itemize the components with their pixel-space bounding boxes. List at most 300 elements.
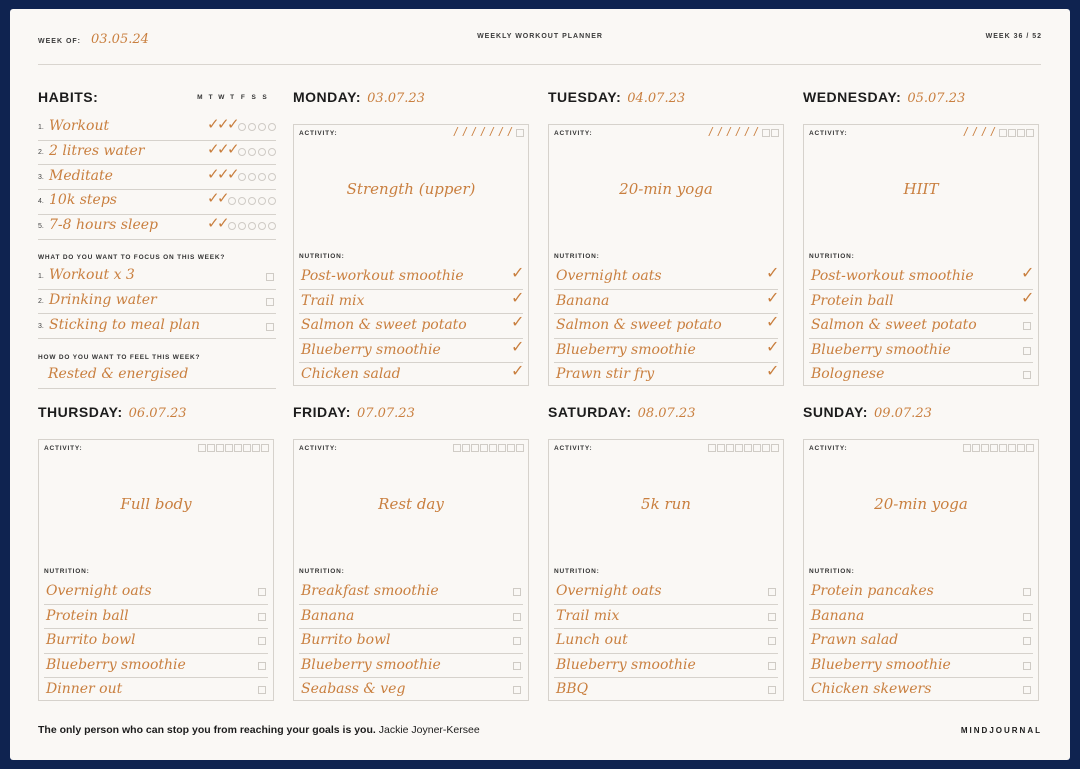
water-glass-checkbox[interactable] <box>480 129 488 137</box>
habit-day-checkbox[interactable] <box>208 197 216 205</box>
focus-checkbox[interactable] <box>266 323 274 331</box>
focus-row <box>38 290 276 315</box>
day-heading <box>548 89 685 106</box>
activity-text[interactable]: HIIT <box>903 180 939 198</box>
water-glass-checkbox[interactable] <box>507 129 515 137</box>
water-glass-checkbox[interactable] <box>963 444 971 452</box>
water-glass-checkbox[interactable] <box>1008 444 1016 452</box>
meal-row <box>809 314 1033 339</box>
meal-row <box>809 339 1033 364</box>
feel-answer: Rested & energised <box>48 366 189 382</box>
habit-tracker <box>208 148 276 156</box>
meal-text[interactable]: Banana <box>556 292 610 309</box>
habit-tracker <box>208 173 276 181</box>
activity-label: ACTIVITY: <box>554 445 593 452</box>
water-glass-checkbox[interactable] <box>1008 129 1016 137</box>
water-glass-checkbox[interactable] <box>708 129 716 137</box>
meal-text[interactable]: Blueberry smoothie <box>811 341 951 358</box>
meal-row <box>44 580 268 605</box>
activity-text[interactable]: Full body <box>120 495 192 513</box>
nutrition-label: NUTRITION: <box>554 253 600 260</box>
water-glass-checkbox[interactable] <box>972 444 980 452</box>
water-tracker <box>708 444 779 452</box>
day-date: 08.07.23 <box>637 406 696 421</box>
meal-checkbox[interactable] <box>513 273 521 281</box>
meal-checkbox[interactable] <box>1023 686 1031 694</box>
meal-checkbox[interactable] <box>768 273 776 281</box>
day-name: TUESDAY: <box>548 89 622 105</box>
water-glass-checkbox[interactable] <box>198 444 206 452</box>
meal-checkbox[interactable] <box>1023 298 1031 306</box>
meal-row <box>554 654 778 679</box>
activity-text[interactable]: 20-min yoga <box>619 180 713 198</box>
habit-label: 10k steps <box>49 192 117 209</box>
meal-checkbox[interactable] <box>768 662 776 670</box>
day-name: SUNDAY: <box>803 404 868 420</box>
meal-text[interactable]: Seabass & veg <box>301 681 406 698</box>
meal-text[interactable]: Burrito bowl <box>46 632 136 649</box>
water-glass-checkbox[interactable] <box>1017 444 1025 452</box>
water-glass-checkbox[interactable] <box>516 129 524 137</box>
meal-text[interactable]: Overnight oats <box>556 583 662 599</box>
meal-row <box>299 580 523 605</box>
habit-day-checkbox[interactable] <box>258 123 266 131</box>
meal-text[interactable]: Dinner out <box>46 681 123 698</box>
meal-text[interactable]: Blueberry smoothie <box>301 341 441 358</box>
header-divider <box>38 64 1041 65</box>
habit-day-checkbox[interactable] <box>268 148 276 156</box>
week-of-value: 03.05.24 <box>91 32 149 47</box>
activity-label: ACTIVITY: <box>44 445 83 452</box>
activity-text[interactable]: Strength (upper) <box>346 180 476 198</box>
water-glass-checkbox[interactable] <box>243 444 251 452</box>
habit-day-checkbox[interactable] <box>228 123 236 131</box>
water-glass-checkbox[interactable] <box>498 444 506 452</box>
feel-question: HOW DO YOU WANT TO FEEL THIS WEEK? <box>38 354 201 361</box>
water-glass-checkbox[interactable] <box>963 129 971 137</box>
water-glass-checkbox[interactable] <box>753 129 761 137</box>
day-name: MONDAY: <box>293 89 362 105</box>
focus-number: 2. <box>38 297 44 305</box>
meal-checkbox[interactable] <box>258 588 266 596</box>
water-glass-checkbox[interactable] <box>744 444 752 452</box>
water-glass-checkbox[interactable] <box>735 444 743 452</box>
habit-day-checkbox[interactable] <box>268 123 276 131</box>
habit-day-letters <box>196 94 268 101</box>
habit-number: 3. <box>38 173 44 181</box>
habit-day-checkbox[interactable] <box>268 173 276 181</box>
focus-number: 3. <box>38 322 44 330</box>
meal-checkbox[interactable] <box>768 298 776 306</box>
habit-day-checkbox[interactable] <box>258 173 266 181</box>
meal-row <box>299 654 523 679</box>
day-name: FRIDAY: <box>293 404 351 420</box>
habit-number: 4. <box>38 198 44 206</box>
habit-day-checkbox[interactable] <box>248 173 256 181</box>
activity-label: ACTIVITY: <box>299 445 338 452</box>
meal-checkbox[interactable] <box>258 686 266 694</box>
water-glass-checkbox[interactable] <box>753 444 761 452</box>
meal-checkbox[interactable] <box>768 371 776 379</box>
quote-text: The only person who can stop you from reaching your goals is you. <box>38 724 376 736</box>
meal-row <box>809 363 1033 388</box>
meal-text[interactable]: Protein ball <box>811 292 894 309</box>
meal-row <box>299 363 523 388</box>
water-glass-checkbox[interactable] <box>771 129 779 137</box>
meal-checkbox[interactable] <box>513 662 521 670</box>
day-box <box>803 439 1039 701</box>
water-glass-checkbox[interactable] <box>207 444 215 452</box>
meal-row <box>554 580 778 605</box>
water-glass-checkbox[interactable] <box>453 129 461 137</box>
habit-day-checkbox[interactable] <box>248 197 256 205</box>
nutrition-list <box>299 580 523 703</box>
meal-row <box>44 678 268 703</box>
meal-text[interactable]: Bolognese <box>811 366 885 383</box>
focus-label: Sticking to meal plan <box>49 316 201 333</box>
water-glass-checkbox[interactable] <box>762 444 770 452</box>
habits-title: HABITS: <box>38 89 99 105</box>
meal-row <box>809 629 1033 654</box>
meal-text[interactable]: Post-workout smoothie <box>301 268 464 284</box>
water-glass-checkbox[interactable] <box>1017 129 1025 137</box>
water-glass-checkbox[interactable] <box>717 129 725 137</box>
water-glass-checkbox[interactable] <box>981 444 989 452</box>
meal-row <box>299 339 523 364</box>
habit-day-checkbox[interactable] <box>228 148 236 156</box>
habit-row <box>38 116 276 141</box>
meal-text[interactable]: Banana <box>301 607 355 624</box>
habit-day-checkbox[interactable] <box>258 222 266 230</box>
meal-checkbox[interactable] <box>513 588 521 596</box>
day-heading <box>803 404 932 421</box>
meal-checkbox[interactable] <box>1023 662 1031 670</box>
day-heading <box>803 89 965 106</box>
water-glass-checkbox[interactable] <box>1026 444 1034 452</box>
meal-row <box>554 290 778 315</box>
water-glass-checkbox[interactable] <box>498 129 506 137</box>
water-glass-checkbox[interactable] <box>261 444 269 452</box>
day-date: 05.07.23 <box>907 91 966 106</box>
habit-day-checkbox[interactable] <box>238 123 246 131</box>
water-glass-checkbox[interactable] <box>462 444 470 452</box>
meal-text[interactable]: Chicken skewers <box>811 681 932 698</box>
water-glass-checkbox[interactable] <box>990 129 998 137</box>
meal-checkbox[interactable] <box>513 298 521 306</box>
day-heading <box>293 89 425 106</box>
meal-checkbox[interactable] <box>513 371 521 379</box>
water-glass-checkbox[interactable] <box>252 444 260 452</box>
habit-number: 5. <box>38 223 44 231</box>
meal-text[interactable]: Blueberry smoothie <box>556 341 696 358</box>
nutrition-list <box>809 265 1033 388</box>
habit-day-checkbox[interactable] <box>238 173 246 181</box>
meal-row <box>554 605 778 630</box>
water-glass-checkbox[interactable] <box>216 444 224 452</box>
meal-checkbox[interactable] <box>768 686 776 694</box>
water-glass-checkbox[interactable] <box>744 129 752 137</box>
meal-text[interactable]: Blueberry smoothie <box>301 656 441 673</box>
day-box <box>548 124 784 386</box>
nutrition-label: NUTRITION: <box>809 253 855 260</box>
habit-day-checkbox[interactable] <box>268 222 276 230</box>
water-glass-checkbox[interactable] <box>489 129 497 137</box>
meal-text[interactable]: Chicken salad <box>301 366 401 383</box>
day-name: THURSDAY: <box>38 404 123 420</box>
activity-text[interactable]: 20-min yoga <box>874 495 968 513</box>
nutrition-list <box>554 265 778 388</box>
meal-row <box>554 314 778 339</box>
meal-text[interactable]: Protein ball <box>46 607 129 624</box>
meal-row <box>554 629 778 654</box>
habit-day-checkbox[interactable] <box>268 197 276 205</box>
meal-checkbox[interactable] <box>1023 322 1031 330</box>
habit-tracker <box>208 123 276 131</box>
meal-text[interactable]: Prawn stir fry <box>556 366 655 383</box>
meal-text[interactable]: Blueberry smoothie <box>811 656 951 673</box>
meal-text[interactable]: BBQ <box>556 681 589 698</box>
meal-checkbox[interactable] <box>513 637 521 645</box>
meal-text[interactable]: Burrito bowl <box>301 632 391 649</box>
water-glass-checkbox[interactable] <box>726 129 734 137</box>
meal-text[interactable]: Prawn salad <box>811 632 899 649</box>
water-tracker <box>963 444 1034 452</box>
activity-label: ACTIVITY: <box>809 130 848 137</box>
planner-page <box>10 9 1070 760</box>
day-box <box>293 439 529 701</box>
habit-day-checkbox[interactable] <box>248 123 256 131</box>
week-count: WEEK 36 / 52 <box>985 33 1042 40</box>
focus-checkbox[interactable] <box>266 273 274 281</box>
water-glass-checkbox[interactable] <box>225 444 233 452</box>
water-glass-checkbox[interactable] <box>981 129 989 137</box>
water-glass-checkbox[interactable] <box>999 444 1007 452</box>
habit-row <box>38 215 276 240</box>
meal-checkbox[interactable] <box>768 637 776 645</box>
meal-checkbox[interactable] <box>768 322 776 330</box>
meal-checkbox[interactable] <box>768 613 776 621</box>
meal-checkbox[interactable] <box>768 588 776 596</box>
day-box <box>548 439 784 701</box>
focus-label: Workout x 3 <box>49 267 135 283</box>
meal-row <box>809 654 1033 679</box>
meal-checkbox[interactable] <box>1023 371 1031 379</box>
brand-logo: MINDJOURNAL <box>960 726 1042 735</box>
habit-number: 1. <box>38 124 44 131</box>
nutrition-list <box>44 580 268 703</box>
nutrition-label: NUTRITION: <box>44 568 90 575</box>
water-glass-checkbox[interactable] <box>735 129 743 137</box>
week-of-label: WEEK OF: <box>38 38 81 45</box>
meal-row <box>299 605 523 630</box>
activity-text[interactable]: Rest day <box>378 495 444 513</box>
meal-row <box>809 605 1033 630</box>
meal-row <box>299 314 523 339</box>
meal-text[interactable]: Breakfast smoothie <box>301 583 439 599</box>
water-glass-checkbox[interactable] <box>708 444 716 452</box>
day-heading <box>293 404 415 421</box>
meal-text[interactable]: Blueberry smoothie <box>556 656 696 673</box>
water-glass-checkbox[interactable] <box>516 444 524 452</box>
water-glass-checkbox[interactable] <box>471 129 479 137</box>
focus-question: WHAT DO YOU WANT TO FOCUS ON THIS WEEK? <box>38 254 226 261</box>
day-date: 07.07.23 <box>356 406 415 421</box>
focus-row <box>38 265 276 290</box>
meal-checkbox[interactable] <box>1023 588 1031 596</box>
activity-label: ACTIVITY: <box>299 130 338 137</box>
water-glass-checkbox[interactable] <box>489 444 497 452</box>
water-glass-checkbox[interactable] <box>762 129 770 137</box>
meal-row <box>809 265 1033 290</box>
meal-checkbox[interactable] <box>768 347 776 355</box>
habit-row <box>38 166 276 191</box>
meal-text[interactable]: Banana <box>811 607 865 624</box>
meal-text[interactable]: Trail mix <box>301 292 365 309</box>
page-title: WEEKLY WORKOUT PLANNER <box>477 33 603 40</box>
activity-label: ACTIVITY: <box>554 130 593 137</box>
day-date: 04.07.23 <box>627 91 686 106</box>
meal-checkbox[interactable] <box>513 686 521 694</box>
day-letter: S <box>251 94 256 101</box>
day-letter: F <box>240 94 245 101</box>
meal-checkbox[interactable] <box>258 637 266 645</box>
meal-text[interactable]: Post-workout smoothie <box>811 268 974 284</box>
habit-day-checkbox[interactable] <box>238 222 246 230</box>
nutrition-list <box>299 265 523 388</box>
meal-checkbox[interactable] <box>1023 613 1031 621</box>
meal-text[interactable]: Salmon & sweet potato <box>556 317 722 334</box>
nutrition-list <box>554 580 778 703</box>
meal-checkbox[interactable] <box>513 322 521 330</box>
day-name: SATURDAY: <box>548 404 632 420</box>
meal-row <box>809 678 1033 703</box>
meal-text[interactable]: Blueberry smoothie <box>46 656 186 673</box>
habit-day-checkbox[interactable] <box>218 222 226 230</box>
habit-day-checkbox[interactable] <box>228 173 236 181</box>
water-glass-checkbox[interactable] <box>726 444 734 452</box>
habit-label: Meditate <box>49 167 113 184</box>
quote-author: Jackie Joyner-Kersee <box>378 724 480 736</box>
water-glass-checkbox[interactable] <box>234 444 242 452</box>
habit-day-checkbox[interactable] <box>258 197 266 205</box>
focus-number: 1. <box>38 273 44 280</box>
day-heading <box>38 404 187 421</box>
water-tracker <box>708 129 779 137</box>
water-tracker <box>453 129 524 137</box>
feel-answer-row[interactable] <box>38 364 276 389</box>
activity-text[interactable]: 5k run <box>641 495 691 513</box>
meal-row <box>44 629 268 654</box>
water-glass-checkbox[interactable] <box>990 444 998 452</box>
meal-row <box>554 678 778 703</box>
meal-checkbox[interactable] <box>1023 347 1031 355</box>
habit-day-checkbox[interactable] <box>208 123 216 131</box>
day-letter: W <box>218 94 225 101</box>
meal-row <box>554 265 778 290</box>
nutrition-label: NUTRITION: <box>809 568 855 575</box>
habit-day-checkbox[interactable] <box>208 173 216 181</box>
meal-text[interactable]: Protein pancakes <box>811 583 934 599</box>
habit-tracker <box>208 197 276 205</box>
focus-label: Drinking water <box>49 291 157 308</box>
water-glass-checkbox[interactable] <box>471 444 479 452</box>
habit-day-checkbox[interactable] <box>208 222 216 230</box>
meal-checkbox[interactable] <box>513 613 521 621</box>
meal-text[interactable]: Overnight oats <box>556 268 662 284</box>
meal-checkbox[interactable] <box>1023 637 1031 645</box>
water-tracker <box>963 129 1034 137</box>
habit-row <box>38 141 276 166</box>
water-glass-checkbox[interactable] <box>771 444 779 452</box>
water-glass-checkbox[interactable] <box>507 444 515 452</box>
meal-text[interactable]: Salmon & sweet potato <box>301 317 467 334</box>
water-glass-checkbox[interactable] <box>717 444 725 452</box>
meal-row <box>299 265 523 290</box>
habit-day-checkbox[interactable] <box>218 123 226 131</box>
meal-row <box>554 363 778 388</box>
habit-day-checkbox[interactable] <box>218 173 226 181</box>
day-date: 03.07.23 <box>367 91 425 106</box>
meal-checkbox[interactable] <box>258 662 266 670</box>
nutrition-label: NUTRITION: <box>299 568 345 575</box>
day-date: 06.07.23 <box>128 406 187 421</box>
nutrition-label: NUTRITION: <box>554 568 600 575</box>
meal-row <box>809 580 1033 605</box>
water-glass-checkbox[interactable] <box>480 444 488 452</box>
habit-day-checkbox[interactable] <box>248 222 256 230</box>
meal-text[interactable]: Overnight oats <box>46 583 152 599</box>
day-letter: S <box>262 94 267 101</box>
water-glass-checkbox[interactable] <box>453 444 461 452</box>
meal-text[interactable]: Trail mix <box>556 607 620 624</box>
meal-checkbox[interactable] <box>1023 273 1031 281</box>
habit-day-checkbox[interactable] <box>238 148 246 156</box>
habit-number: 2. <box>38 148 44 156</box>
nutrition-list <box>809 580 1033 703</box>
footer-quote <box>38 724 480 736</box>
habit-day-checkbox[interactable] <box>218 148 226 156</box>
meal-checkbox[interactable] <box>258 613 266 621</box>
day-box <box>803 124 1039 386</box>
meal-text[interactable]: Lunch out <box>556 632 628 649</box>
nutrition-label: NUTRITION: <box>299 253 345 260</box>
habit-day-checkbox[interactable] <box>218 197 226 205</box>
activity-label: ACTIVITY: <box>809 445 848 452</box>
water-tracker <box>198 444 269 452</box>
habit-day-checkbox[interactable] <box>228 222 236 230</box>
water-glass-checkbox[interactable] <box>462 129 470 137</box>
meal-row <box>44 605 268 630</box>
meal-row <box>44 654 268 679</box>
day-box <box>38 439 274 701</box>
habit-day-checkbox[interactable] <box>228 197 236 205</box>
habit-day-checkbox[interactable] <box>208 148 216 156</box>
habit-day-checkbox[interactable] <box>238 197 246 205</box>
habit-row <box>38 190 276 215</box>
water-glass-checkbox[interactable] <box>999 129 1007 137</box>
water-glass-checkbox[interactable] <box>972 129 980 137</box>
water-glass-checkbox[interactable] <box>1026 129 1034 137</box>
day-letter: T <box>208 94 213 101</box>
habit-day-checkbox[interactable] <box>258 148 266 156</box>
day-letter: M <box>197 94 203 101</box>
habit-tracker <box>208 222 276 230</box>
meal-checkbox[interactable] <box>513 347 521 355</box>
focus-checkbox[interactable] <box>266 298 274 306</box>
habit-day-checkbox[interactable] <box>248 148 256 156</box>
meal-text[interactable]: Salmon & sweet potato <box>811 317 977 334</box>
meal-row <box>299 629 523 654</box>
